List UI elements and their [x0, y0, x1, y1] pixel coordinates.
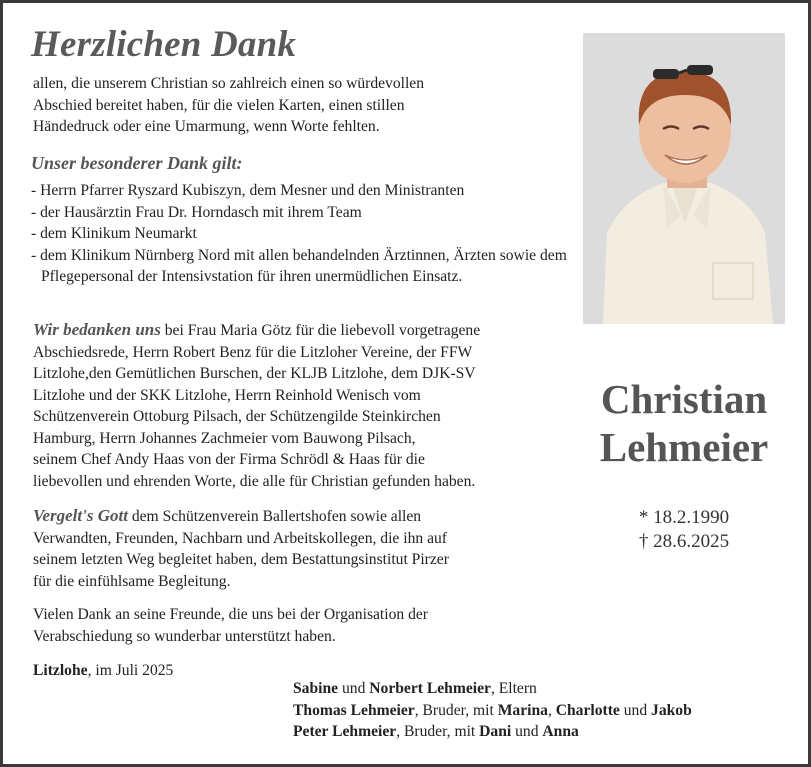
portrait-illustration	[583, 33, 785, 324]
page-title: Herzlichen Dank	[31, 24, 297, 65]
signer-text: , Bruder, mit	[414, 701, 498, 719]
portrait-photo	[583, 33, 785, 324]
special-thanks-heading: Unser besonderer Dank gilt:	[31, 153, 243, 173]
list-item: - Herrn Pfarrer Ryszard Kubiszyn, dem Mesner und den Ministranten	[31, 182, 465, 199]
signer-name: Thomas Lehmeier	[293, 701, 415, 719]
signature-line	[293, 700, 692, 722]
signer-name: Anna	[542, 723, 579, 740]
signer-name: Jakob	[651, 701, 692, 719]
signer-text: und	[619, 701, 652, 719]
paragraph-line: Hamburg, Herrn Johannes Zachmeier vom Bauwong Pilsach,	[33, 429, 416, 447]
paragraph-line: Litzlohe,den Gemütlichen Burschen, der KLJB Litzlohe, dem DJK-SV	[33, 365, 476, 382]
birth-date: * 18.2.1990	[638, 507, 730, 528]
signer-name: Charlotte	[555, 701, 620, 719]
signer-text: , Bruder, mit	[396, 723, 480, 740]
signature-line	[293, 678, 692, 700]
signer-text: ,	[547, 701, 556, 719]
intro-line: Händedruck oder eine Umarmung, wenn Worte fehlten.	[33, 118, 380, 135]
deceased-last-name: Lehmeier	[599, 424, 769, 470]
vergelts-lead: Vergelt's Gott	[33, 506, 128, 525]
paragraph-line: Verabschiedung so wunderbar unterstützt haben.	[33, 627, 336, 645]
list-item: - dem Klinikum Neumarkt	[31, 225, 197, 242]
intro-line: allen, die unserem Christian so zahlreich einen so würdevollen	[33, 75, 425, 92]
paragraph-line: dem Schützenverein Ballertshofen sowie allen	[127, 508, 422, 525]
paragraph-line: Abschiedsrede, Herrn Robert Benz für die Litzloher Vereine, der FFW	[33, 343, 473, 361]
paragraph-line: Litzlohe und der SKK Litzlohe, Herrn Reinhold Wenisch vom	[33, 386, 421, 404]
paragraph-line: Vielen Dank an seine Freunde, die uns bei der Organisation der	[33, 606, 428, 623]
place-date-text: , im Juli 2025	[87, 662, 174, 679]
paragraph-line: liebevollen und ehrenden Worte, die alle für Christian gefunden haben.	[33, 472, 476, 490]
friends-paragraph	[33, 604, 583, 647]
place-date	[33, 660, 173, 682]
intro-line: Abschied bereitet haben, für die vielen Karten, einen stillen	[33, 96, 405, 114]
paragraph-line: seinem Chef Andy Haas von der Firma Schrödl & Haas für die	[33, 451, 425, 468]
life-dates	[583, 506, 785, 554]
signer-name: Peter Lehmeier	[293, 723, 397, 740]
paragraph-line: bei Frau Maria Götz für die liebevoll vorgetragene	[160, 322, 481, 339]
paragraph-line: für die einfühlsame Begleitung.	[33, 572, 231, 590]
paragraph-line: seinem letzten Weg begleitet haben, dem Bestattungsinstitut Pirzer	[33, 551, 449, 568]
signer-name: Marina	[497, 701, 548, 719]
place-town: Litzlohe	[33, 662, 88, 679]
list-item: - dem Klinikum Nürnberg Nord mit allen behandelnden Ärztinnen, Ärzten sowie dem Pflegepersonal der Intensivstation für ihren unermüdlichen Einsatz.	[31, 246, 567, 285]
list-item: - der Hausärztin Frau Dr. Horndasch mit ihrem Team	[31, 203, 362, 221]
vergelts-paragraph	[33, 505, 583, 592]
death-date: † 28.6.2025	[638, 531, 730, 552]
thanks-lead: Wir bedanken uns	[33, 320, 161, 339]
signer-name: Sabine	[293, 680, 339, 697]
intro-paragraph	[33, 73, 573, 138]
signer-name: Norbert Lehmeier	[369, 680, 491, 697]
signatures	[293, 678, 692, 743]
paragraph-line: Schützenverein Ottoburg Pilsach, der Schützengilde Steinkirchen	[33, 408, 441, 425]
signer-name: Dani	[479, 723, 512, 740]
signer-text: und	[511, 723, 543, 740]
paragraph-line: Verwandten, Freunden, Nachbarn und Arbeitskollegen, die ihn auf	[33, 529, 447, 547]
signature-line	[293, 721, 692, 743]
thanks-paragraph	[33, 319, 583, 492]
signer-text: , Eltern	[490, 680, 537, 697]
special-thanks-list	[31, 180, 571, 288]
deceased-first-name: Christian	[600, 376, 768, 422]
signer-text: und	[338, 680, 370, 697]
